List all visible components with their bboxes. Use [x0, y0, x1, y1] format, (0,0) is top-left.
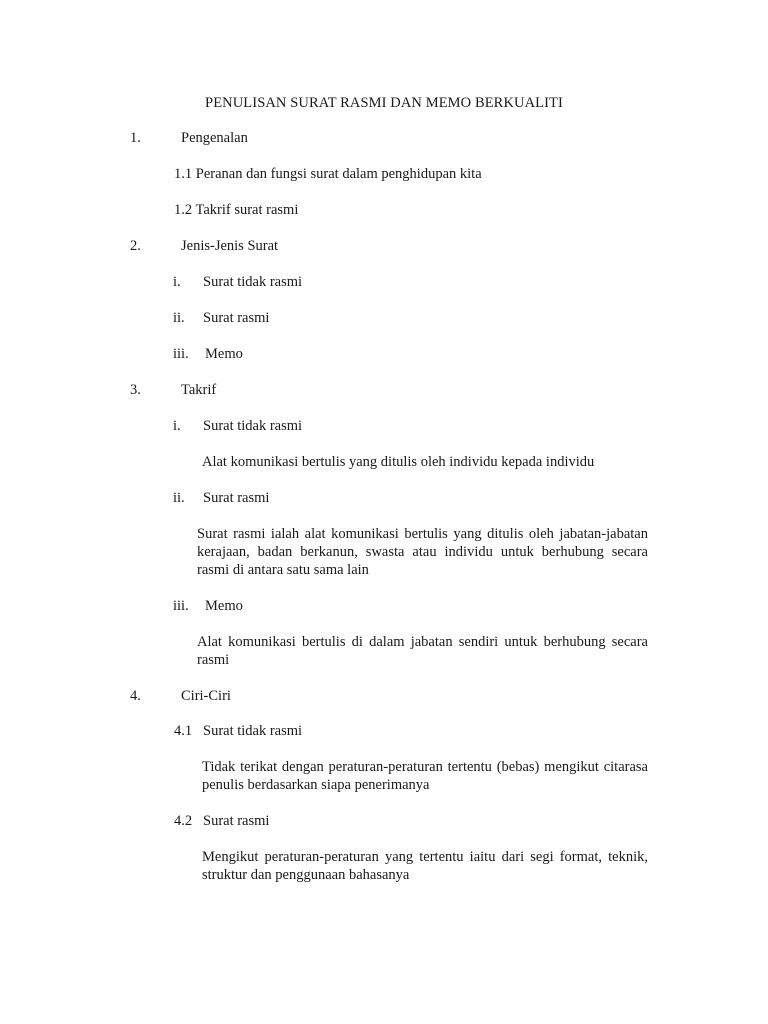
list-marker: ii. [173, 310, 185, 326]
list-marker: i. [173, 418, 181, 434]
section-number: 4. [130, 688, 141, 704]
list-item-label: Surat tidak rasmi [203, 723, 303, 739]
list-item-label: Surat rasmi [203, 310, 270, 326]
list-item-label: Memo [205, 346, 243, 362]
section-heading: Jenis-Jenis Surat [181, 238, 279, 254]
list-item-label: Memo [205, 598, 243, 614]
list-marker: ii. [173, 490, 185, 506]
section-heading: Takrif [181, 382, 217, 398]
definition-paragraph: Alat komunikasi bertulis yang ditulis oleh individu kepada individu [202, 454, 595, 470]
section-number: 1. [130, 130, 141, 146]
definition-paragraph: Surat rasmi ialah alat komunikasi bertulis yang ditulis oleh jabatan-jabatan kerajaan, badan berkanun, swasta atau individu untuk berhubung secara rasmi di antara satu sama lain [197, 526, 648, 578]
list-item-label: Surat tidak rasmi [203, 274, 303, 290]
list-item-label: Surat rasmi [203, 813, 270, 829]
section-number: 2. [130, 238, 141, 254]
document-title: PENULISAN SURAT RASMI DAN MEMO BERKUALITI [205, 95, 563, 111]
list-marker: 4.1 [174, 723, 193, 739]
list-marker: iii. [173, 346, 189, 362]
section-number: 3. [130, 382, 141, 398]
subsection-label: 1.2 Takrif surat rasmi [174, 202, 299, 218]
characteristic-paragraph: Tidak terikat dengan peraturan-peraturan tertentu (bebas) mengikut citarasa penulis berdasarkan siapa penerimanya [202, 759, 648, 793]
list-item-label: Surat tidak rasmi [203, 418, 303, 434]
section-heading: Pengenalan [181, 130, 248, 146]
characteristic-paragraph: Mengikut peraturan-peraturan yang tertentu iaitu dari segi format, teknik, struktur dan penggunaan bahasanya [202, 849, 648, 883]
list-marker: i. [173, 274, 181, 290]
list-item-label: Surat rasmi [203, 490, 270, 506]
list-marker: iii. [173, 598, 189, 614]
list-marker: 4.2 [174, 813, 193, 829]
definition-paragraph: Alat komunikasi bertulis di dalam jabatan sendiri untuk berhubung secara rasmi [197, 634, 648, 668]
section-heading: Ciri-Ciri [181, 688, 231, 704]
subsection-label: 1.1 Peranan dan fungsi surat dalam penghidupan kita [174, 166, 482, 182]
